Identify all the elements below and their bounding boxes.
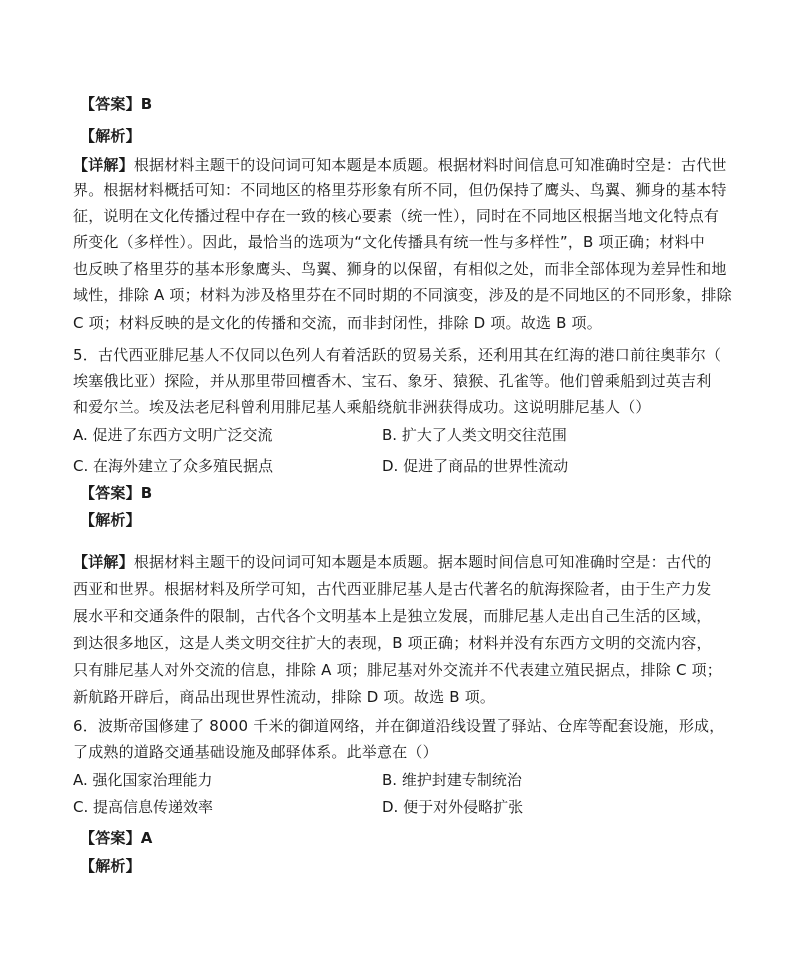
q5-detail-line-3: 展水平和交通条件的限制，古代各个文明基本上是独立发展，而腓尼基人走出自己生活的区域， — [73, 607, 712, 625]
q4-detail-line-1 — [73, 155, 727, 175]
q6-analysis-label: 【解析】 — [80, 857, 141, 875]
q4-detail-label: 【详解】 — [73, 156, 134, 174]
q6-option-d: D. 便于对外侵略扩张 — [382, 798, 524, 816]
q5-option-a: A. 促进了东西方文明广泛交流 — [73, 426, 273, 444]
q5-answer: 【答案】B — [80, 484, 153, 502]
q5-detail-line-2: 西亚和世界。根据材料及所学可知，古代西亚腓尼基人是古代著名的航海探险者，由于生产力发 — [73, 580, 712, 598]
q5-option-c: C. 在海外建立了众多殖民据点 — [73, 457, 274, 475]
q5-stem-line-2: 埃塞俄比亚）探险，并从那里带回檀香木、宝石、象牙、猿猴、孔雀等。他们曾乘船到过英吉利 — [73, 372, 712, 390]
q5-analysis-label: 【解析】 — [80, 511, 141, 529]
q4-answer: 【答案】B — [80, 95, 153, 113]
q5-detail-line-5: 只有腓尼基人对外交流的信息，排除 A 项；腓尼基对外交流并不代表建立殖民据点，排除 C 项； — [73, 661, 723, 679]
q4-detail-line-3: 征，说明在文化传播过程中存在一致的核心要素（统一性），同时在不同地区根据当地文化特点有 — [73, 207, 720, 225]
q6-stem-line-2: 了成熟的道路交通基础设施及邮驿体系。此举意在（） — [73, 743, 438, 761]
q4-detail-line-6: 域性，排除 A 项；材料为涉及格里芬在不同时期的不同演变，涉及的是不同地区的不同形象，排除 — [73, 286, 732, 304]
q6-stem-line-1: 6．波斯帝国修建了 8000 千米的御道网络，并在御道沿线设置了驿站、仓库等配套设施，形成， — [73, 717, 725, 735]
q5-detail-text-1: 根据材料主题干的设问词可知本题是本质题。据本题时间信息可知准确时空是：古代的 — [133, 553, 712, 571]
q5-detail-line-1 — [73, 552, 712, 572]
q4-analysis-label: 【解析】 — [80, 127, 141, 145]
q6-option-b: B. 维护封建专制统治 — [382, 771, 522, 789]
q5-option-d: D. 促进了商品的世界性流动 — [382, 457, 569, 475]
q4-detail-line-4: 所变化（多样性）。因此，最恰当的选项为“文化传播具有统一性与多样性”，B 项正确；材料中 — [73, 233, 705, 251]
q5-detail-line-6: 新航路开辟后，商品出现世界性流动，排除 D 项。故选 B 项。 — [73, 688, 496, 706]
q5-detail-label: 【详解】 — [73, 553, 134, 571]
q5-option-b: B. 扩大了人类文明交往范围 — [382, 426, 567, 444]
q4-detail-line-5: 也反映了格里芬的基本形象鹰头、鸟翼、狮身的以保留，有相似之处，而非全部体现为差异性和地 — [73, 260, 727, 278]
q6-answer: 【答案】A — [80, 829, 153, 847]
q4-detail-text-1: 根据材料主题干的设问词可知本题是本质题。根据材料时间信息可知准确时空是：古代世 — [133, 156, 727, 174]
q5-stem-line-3: 和爱尔兰。埃及法老尼科曾利用腓尼基人乘船绕航非洲获得成功。这说明腓尼基人（） — [73, 398, 651, 416]
q6-option-a: A. 强化国家治理能力 — [73, 771, 213, 789]
q5-stem-line-1: 5．古代西亚腓尼基人不仅同以色列人有着活跃的贸易关系，还利用其在红海的港口前往奥菲尔（ — [73, 346, 722, 364]
q4-detail-line-7: C 项；材料反映的是文化的传播和交流，而非封闭性，排除 D 项。故选 B 项。 — [73, 314, 602, 332]
q5-detail-line-4: 到达很多地区，这是人类文明交往扩大的表现，B 项正确；材料并没有东西方文明的交流内容， — [73, 634, 712, 652]
q4-detail-line-2: 界。根据材料概括可知：不同地区的格里芬形象有所不同，但仍保持了鹰头、鸟翼、狮身的基本特 — [73, 181, 727, 199]
q6-option-c: C. 提高信息传递效率 — [73, 798, 214, 816]
